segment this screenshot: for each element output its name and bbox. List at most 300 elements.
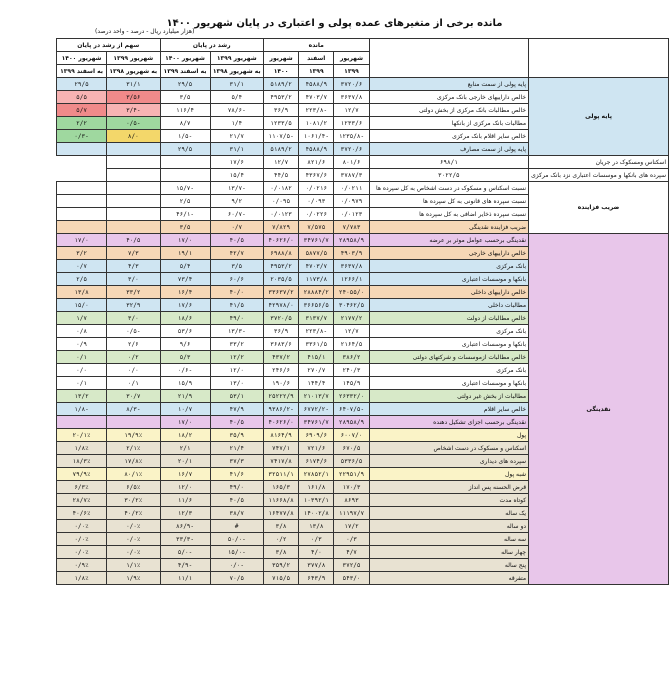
value-cell: ۳۷۲/۵ <box>334 559 369 572</box>
value-cell: ۴۹۵۳/۲ <box>263 260 298 273</box>
value-cell: ۳۳/۲ <box>210 338 263 351</box>
value-cell: ۴/۳ <box>107 260 160 273</box>
value-cell: ۵/۴ <box>160 260 210 273</box>
row-label: بانکها و موسسات اعتباری <box>369 338 528 351</box>
value-cell: ۳/۵ <box>160 221 210 234</box>
value-cell: -۱۲۳۵/۸ <box>334 130 369 143</box>
row-label: کوتاه مدت <box>369 494 528 507</box>
row-label: بانک مرکزی <box>369 364 528 377</box>
value-cell: ۲۸/۷٪ <box>57 494 107 507</box>
row-label: پایه پولی از سمت منابع <box>369 78 528 91</box>
value-cell: ۶۱۷۴/۶ <box>299 455 334 468</box>
value-cell: ۰/۹ <box>57 338 107 351</box>
value-cell: ۱۷/۰ <box>57 234 107 247</box>
value-cell: ۱۱۶۶۸/۸ <box>263 494 298 507</box>
value-cell <box>160 156 210 169</box>
table-row <box>57 234 669 247</box>
row-label: مطالبات داخلی <box>369 299 528 312</box>
value-cell: ۳۱/۱ <box>210 78 263 91</box>
value-cell: ۱۲/۷ <box>263 156 298 169</box>
corner-cell <box>529 39 669 78</box>
value-cell: ۷/۸۲۹ <box>263 221 298 234</box>
value-cell: ۲۴۰۵۵/۰ <box>334 286 369 299</box>
col-header: شهریور <box>263 52 298 65</box>
value-cell: -۵/۰ <box>160 546 210 559</box>
value-cell: ۰/۰۲۱۶ <box>299 182 334 195</box>
value-cell: ۰/۰۲۱۱ <box>334 182 369 195</box>
value-cell: ۹/۲ <box>210 195 263 208</box>
value-cell: ۲۷۰/۷ <box>299 364 334 377</box>
row-label: پنج ساله <box>369 559 528 572</box>
monetary-table <box>56 38 669 585</box>
value-cell: ۷۴۷/۱ <box>263 442 298 455</box>
value-cell: ۱۷/۶ <box>160 299 210 312</box>
value-cell: ۴/۰ <box>299 546 334 559</box>
value-cell: ۳/۸ <box>263 520 298 533</box>
value-cell: ۱/۸٪ <box>57 442 107 455</box>
col-header: شهریور ۱۳۹۹ <box>210 52 263 65</box>
value-cell <box>107 195 160 208</box>
value-cell: ۴۹۵۳/۲ <box>263 91 298 104</box>
value-cell: ۸۰/۱٪ <box>107 468 160 481</box>
row-label: چهار ساله <box>369 546 528 559</box>
value-cell: -۳/۴ <box>107 104 160 117</box>
value-cell: ۱/۸٪ <box>57 572 107 585</box>
value-cell: ۰/۰۹۳ <box>299 195 334 208</box>
value-cell: ۱۳/۲ <box>57 390 107 403</box>
value-cell: -۱۳/۷ <box>210 182 263 195</box>
value-cell: -۸/۳ <box>107 403 160 416</box>
value-cell: ۲۴۰/۳ <box>334 364 369 377</box>
value-cell: ۱۷۰/۳ <box>334 481 369 494</box>
row-label: دو ساله <box>369 520 528 533</box>
value-cell: ۶۷۰/۵ <box>334 442 369 455</box>
value-cell <box>107 416 160 429</box>
value-cell: ۵/۳ <box>160 351 210 364</box>
row-label: خالص سایر اقلام بانک مرکزی <box>369 130 528 143</box>
value-cell: ۱۸/۲ <box>160 429 210 442</box>
row-label: خالص مطالبات از دولت <box>369 312 528 325</box>
value-cell: -۰/۰ <box>210 559 263 572</box>
value-cell: ۷۹/۹٪ <box>57 468 107 481</box>
value-cell: ۰/۰۱۲۳ <box>263 208 298 221</box>
value-cell: ۰/۰٪ <box>107 520 160 533</box>
value-cell: ۰/۷ <box>57 260 107 273</box>
value-cell: ۱۲/۷ <box>334 325 369 338</box>
value-cell: ۲۱/۷ <box>210 130 263 143</box>
value-cell: ۰/۷ <box>210 221 263 234</box>
value-cell: ۵۴۳/۰ <box>334 572 369 585</box>
table-row <box>57 78 669 91</box>
value-cell: ۱۲۳۳/۵ <box>263 117 298 130</box>
value-cell: ۱۷/۰ <box>160 234 210 247</box>
value-cell: ۴۰/۵ <box>107 234 160 247</box>
value-cell: ۵/۵ <box>57 91 107 104</box>
value-cell: -۱۵/۰ <box>210 546 263 559</box>
value-cell: ۱۰/۷ <box>160 403 210 416</box>
row-label: نسبت سپرده های قانونی به کل سپرده ها <box>369 195 528 208</box>
value-cell: ۲۱۷۷/۲ <box>334 312 369 325</box>
value-cell: ۳۱۳۷/۷ <box>299 312 334 325</box>
value-cell: # <box>210 520 263 533</box>
value-cell: ۴۰۶۲۶/۰ <box>263 234 298 247</box>
value-cell: ۲/۶ <box>107 338 160 351</box>
value-cell: ۲۸۹۵۸/۹ <box>334 416 369 429</box>
value-cell: ۳۷۸۷/۳ <box>334 169 369 182</box>
value-cell: ۰/۰٪ <box>57 546 107 559</box>
value-cell: ۳/۰ <box>107 312 160 325</box>
value-cell: ۰/۲ <box>107 351 160 364</box>
value-cell: ۳۸۶/۲ <box>334 351 369 364</box>
value-cell: ۳۲۵۱۱/۱ <box>263 468 298 481</box>
growth-header: رشد در پایان <box>160 39 263 52</box>
value-cell: ۳۶۶۵۶/۵ <box>299 299 334 312</box>
value-cell: ۲۶۳۳۲/۰ <box>334 390 369 403</box>
col-header: شهریور ۱۴۰۰ <box>57 52 107 65</box>
col-header: ۱۳۹۹ <box>299 65 334 78</box>
value-cell <box>57 182 107 195</box>
value-cell: ۱۳/۰ <box>210 377 263 390</box>
row-label: نقدینگی برحسب عوامل موثر بر عرضه <box>369 234 528 247</box>
value-cell: ۳/۲ <box>57 247 107 260</box>
value-cell: ۲/۲ <box>57 117 107 130</box>
value-cell: ۵/۴ <box>210 91 263 104</box>
value-cell: ۱۰۸۱/۲ <box>299 117 334 130</box>
value-cell: -۴۶/۱ <box>160 208 210 221</box>
value-cell: ۲۴۶/۶ <box>263 364 298 377</box>
value-cell: ۷/۵۷۵ <box>299 221 334 234</box>
value-cell: -۱۰۶۱/۴ <box>299 130 334 143</box>
value-cell: ۷۴۱۷/۸ <box>263 455 298 468</box>
value-cell: ۸۲۱/۶ <box>299 156 334 169</box>
value-cell: -۶۷۷۲/۲ <box>299 403 334 416</box>
value-cell: -۰/۵ <box>107 117 160 130</box>
value-cell: ۰/۰۹۵ <box>263 195 298 208</box>
value-cell: ۲۹/۵ <box>57 78 107 91</box>
value-cell: ۵۸۷۷/۵ <box>299 247 334 260</box>
value-cell: ۱۱/۶ <box>160 494 210 507</box>
value-cell: ۰/۰ <box>57 364 107 377</box>
value-cell: ۷/۳ <box>107 247 160 260</box>
value-cell <box>107 143 160 156</box>
row-label: سه ساله <box>369 533 528 546</box>
col-header: به شهریور ۱۳۹۸ <box>210 65 263 78</box>
value-cell: ۱۳/۸ <box>299 520 334 533</box>
col-header: اسفند <box>299 52 334 65</box>
value-cell: -۲۲۳/۸ <box>299 325 334 338</box>
value-cell: ۱۷/۲ <box>334 520 369 533</box>
value-cell: ۳۱/۱ <box>210 143 263 156</box>
value-cell: ۱۹/۹٪ <box>107 429 160 442</box>
value-cell: ۴۲/۷ <box>210 247 263 260</box>
value-cell: ۲/۱٪ <box>107 442 160 455</box>
row-label: بانکها و موسسات اعتباری <box>369 377 528 390</box>
value-cell: ۳۰۲۲/۵ <box>369 169 528 182</box>
value-cell: ۵۳۳۶/۵ <box>334 455 369 468</box>
value-cell: ۴۲۹۷۸/۰ <box>263 299 298 312</box>
value-cell: -۱۳/۳ <box>210 325 263 338</box>
value-cell: ۱۴۵/۹ <box>334 377 369 390</box>
value-cell: ۳۸/۷ <box>210 507 263 520</box>
value-cell: -۰/۳ <box>57 130 107 143</box>
value-cell: ۱۱۶/۴ <box>160 104 210 117</box>
value-cell: ۳۷/۳ <box>210 455 263 468</box>
value-cell: ۶۹۸/۱ <box>369 156 528 169</box>
row-label: یک ساله <box>369 507 528 520</box>
row-label: خالص داراییهای خارجی بانک مرکزی <box>369 91 528 104</box>
value-cell: ۲۹/۵ <box>160 78 210 91</box>
value-cell: ۰/۰۱۲۳ <box>334 208 369 221</box>
value-cell: ۸۶۹۳ <box>334 494 369 507</box>
value-cell: ۳۲/۹ <box>107 299 160 312</box>
value-cell: ۳۷۲۰/۶ <box>334 78 369 91</box>
value-cell: ۲۲۹۵۱/۹ <box>334 468 369 481</box>
value-cell: ۲۸۹۵۸/۹ <box>334 234 369 247</box>
value-cell: ۴۴/۵ <box>263 169 298 182</box>
value-cell: ۱/۷ <box>57 312 107 325</box>
value-cell: ۱۴۴/۴ <box>299 377 334 390</box>
value-cell: ۴۹/۰ <box>210 312 263 325</box>
value-cell: ۵۳/۱ <box>210 390 263 403</box>
value-cell: ۶/۳٪ <box>57 481 107 494</box>
value-cell: ۴۵۸۸/۹ <box>299 78 334 91</box>
value-cell: -۸۶/۹ <box>160 520 210 533</box>
group-label: ضریب فزاینده <box>529 182 669 234</box>
value-cell: ۱۶۱/۸ <box>299 481 334 494</box>
value-cell: ۳۷۲۰/۶ <box>334 143 369 156</box>
value-cell: ۳۱/۱ <box>107 78 160 91</box>
value-cell: ۴۱/۵ <box>210 299 263 312</box>
value-cell: ۷/۷۸۳ <box>334 221 369 234</box>
value-cell: ۴۰/۵ <box>210 494 263 507</box>
value-cell: ۱۶/۴ <box>160 286 210 299</box>
row-label: خالص مطالبات ازموسسات و شرکتهای دولتی <box>369 351 528 364</box>
value-cell: ۴۳۶۷/۶ <box>299 169 334 182</box>
page-title: مانده برخی از متغیرهای عمده پولی و اعتباری در پایان شهریور ۱۴۰۰ <box>166 18 503 29</box>
value-cell: ۲۱۶۴/۵ <box>334 338 369 351</box>
value-cell: ۳۳۶۳۷/۲ <box>263 286 298 299</box>
value-cell: ۱۸/۶ <box>160 312 210 325</box>
value-cell <box>107 208 160 221</box>
value-cell: ۴۰/۵ <box>210 234 263 247</box>
value-cell: ۱۲۳۳/۶ <box>334 117 369 130</box>
row-label: نقدینگی برحسب اجزای تشکیل دهنده <box>369 416 528 429</box>
value-cell: ۳۳/۲ <box>107 286 160 299</box>
value-cell: ۱۲/۷ <box>334 104 369 117</box>
value-cell <box>57 221 107 234</box>
value-cell: ۴۱/۶ <box>210 468 263 481</box>
value-cell: ۱۱/۱ <box>160 572 210 585</box>
value-cell: ۴۷۰۳/۷ <box>299 260 334 273</box>
value-cell: ۱۷/۰ <box>160 416 210 429</box>
value-cell <box>160 169 210 182</box>
row-label: بانک مرکزی <box>369 260 528 273</box>
value-cell: ۱۵/۴ <box>210 169 263 182</box>
value-cell: ۲/۵ <box>160 195 210 208</box>
value-cell <box>57 195 107 208</box>
col-header: شهریور ۱۳۹۹ <box>107 52 160 65</box>
value-cell: ۷۳/۴ <box>160 273 210 286</box>
value-cell: ۶۹۸۸/۸ <box>263 247 298 260</box>
value-cell: ۰/۲ <box>263 533 298 546</box>
value-cell: ۶۴۳/۹ <box>299 572 334 585</box>
value-cell: -۱۵/۷ <box>160 182 210 195</box>
value-cell: ۱۶۴۷۷/۸ <box>263 507 298 520</box>
col-header: شهریور <box>334 52 369 65</box>
value-cell: ۳۵۹/۲ <box>263 559 298 572</box>
col-header: ۱۳۹۹ <box>334 65 369 78</box>
col-header: به شهریور ۱۳۹۸ <box>107 65 160 78</box>
share-header: سهم از رشد در پایان <box>57 39 161 52</box>
value-cell: ۳۶۸۳/۶ <box>263 338 298 351</box>
value-cell: ۷۰/۵ <box>210 572 263 585</box>
row-label: مطالبات از بخش غیر دولتی <box>369 390 528 403</box>
value-cell: ۶۹۰۹/۶ <box>299 429 334 442</box>
value-cell: ۳۶/۹ <box>263 325 298 338</box>
value-cell: ۴/۷ <box>334 546 369 559</box>
value-cell: ۱/۹٪ <box>107 572 160 585</box>
value-cell: ۳۴۷۶۱/۷ <box>299 234 334 247</box>
row-label: نسبت اسکناس و مسکوک در دست اشخاص به کل سپرده ها <box>369 182 528 195</box>
value-cell: ۲۱/۹ <box>160 390 210 403</box>
unit-note: (هزار میلیارد ریال - درصد - واحد درصد) <box>95 28 195 35</box>
value-cell: ۶/۵٪ <box>107 481 160 494</box>
value-cell: ۰/۱ <box>107 377 160 390</box>
row-label: شبه پول <box>369 468 528 481</box>
value-cell: -۰/۶ <box>160 364 210 377</box>
value-cell: ۴۵۸۸/۹ <box>299 143 334 156</box>
value-cell: ۱۰۳۹۲/۱ <box>299 494 334 507</box>
col-header: به اسفند ۱۳۹۹ <box>57 65 107 78</box>
value-cell: ۲۰۳۵/۵ <box>263 273 298 286</box>
value-cell: ۳۶/۹ <box>263 104 298 117</box>
value-cell: ۳/۰ <box>107 273 160 286</box>
value-cell: ۸۰۱/۶ <box>334 156 369 169</box>
value-cell: -۶۴۰۷/۵ <box>334 403 369 416</box>
value-cell: -۱۱۰۷/۵ <box>263 130 298 143</box>
value-cell: ۸/۰ <box>107 130 160 143</box>
value-cell: ۲/۵ <box>57 273 107 286</box>
col-header: به اسفند ۱۳۹۹ <box>160 65 210 78</box>
value-cell: ۴۰/۶٪ <box>57 507 107 520</box>
value-cell: ۰/۰٪ <box>107 533 160 546</box>
row-label: خالص سایر اقلام <box>369 403 528 416</box>
value-cell: ۳۰۴۶۲/۵ <box>334 299 369 312</box>
row-label: اسکناس ومسکوک در جریان <box>529 156 669 169</box>
value-cell: ۹/۶ <box>160 338 210 351</box>
value-cell: ۱۹/۱ <box>160 247 210 260</box>
value-cell: ۰/۰۱۸۲ <box>263 182 298 195</box>
value-cell: ۱۸/۳٪ <box>57 455 107 468</box>
value-cell: -۱/۸ <box>57 403 107 416</box>
value-cell: ۰/۸ <box>57 325 107 338</box>
value-cell: ۳/۸ <box>263 546 298 559</box>
value-cell: ۰/۰٪ <box>57 533 107 546</box>
value-cell: ۵/۷ <box>57 104 107 117</box>
value-cell: ۱۱۷۳/۸ <box>299 273 334 286</box>
value-cell: ۱۵/۹ <box>160 377 210 390</box>
value-cell: ۳۶۳۷/۸ <box>334 260 369 273</box>
value-cell: ۲/۱ <box>160 442 210 455</box>
value-cell: ۳/۵۶ <box>107 91 160 104</box>
value-cell: ۴۰۶۲۶/۰ <box>263 416 298 429</box>
value-cell: ۰/۱ <box>57 351 107 364</box>
value-cell: ۶۰۰۷/۰ <box>334 429 369 442</box>
row-label: خالص داراییهای داخلی <box>369 286 528 299</box>
value-cell: ۱۶/۷ <box>160 468 210 481</box>
value-cell: ۱/۴ <box>210 117 263 130</box>
col-header: شهریور ۱۴۰۰ <box>160 52 210 65</box>
value-cell: ۳/۵ <box>160 91 210 104</box>
value-cell <box>107 156 160 169</box>
value-cell: -۹۳۸۶/۲ <box>263 403 298 416</box>
table-row <box>57 156 669 169</box>
value-cell: ۱۳/۸ <box>57 286 107 299</box>
value-cell: ۸۱۶۴/۹ <box>263 429 298 442</box>
col-header: ۱۴۰۰ <box>263 65 298 78</box>
row-label: پایه پولی از سمت مصارف <box>369 143 528 156</box>
row-label: قرض الحسنه پس انداز <box>369 481 528 494</box>
value-cell <box>57 416 107 429</box>
value-cell: -۳۳/۳ <box>160 533 210 546</box>
value-cell: ۴۱۵/۱ <box>299 351 334 364</box>
value-cell: ۰/۰۲۲۶ <box>299 208 334 221</box>
value-cell: ۴۹/۰ <box>210 481 263 494</box>
row-label: سپرده های دیداری <box>369 455 528 468</box>
value-cell: ۳۷۷/۸ <box>299 559 334 572</box>
row-label: خالص مطالبات بانک مرکزی از بخش دولتی <box>369 104 528 117</box>
value-cell: ۴۰/۰ <box>210 286 263 299</box>
value-cell <box>57 143 107 156</box>
row-label: بانک مرکزی <box>369 325 528 338</box>
value-cell: ۱۲/۰ <box>160 481 210 494</box>
value-cell: ۴۹۰۳/۹ <box>334 247 369 260</box>
value-cell: -۴/۹ <box>160 559 210 572</box>
value-cell: ۰/۰۹۷۹ <box>334 195 369 208</box>
value-cell: ۳۴۷۶۱/۷ <box>299 416 334 429</box>
value-cell: ۲۱/۴ <box>210 442 263 455</box>
value-cell: ۳۳۶۱/۵ <box>299 338 334 351</box>
row-label: بانکها و موسسات اعتباری <box>369 273 528 286</box>
value-cell: ۳/۵ <box>210 260 263 273</box>
row-label: متفرقه <box>369 572 528 585</box>
value-cell: ۳۰/۲٪ <box>107 494 160 507</box>
value-cell: ۲۵۲۲۲/۹ <box>263 390 298 403</box>
value-cell: ۱۹۰/۶ <box>263 377 298 390</box>
label-header <box>369 39 528 78</box>
value-cell: ۴۰/۵ <box>210 416 263 429</box>
group-label: پایه پولی <box>529 78 669 156</box>
row-label: ضریب فزاینده نقدینگی <box>369 221 528 234</box>
value-cell: ۱۶۵/۳ <box>263 481 298 494</box>
value-cell: ۱۱۱۹۷/۷ <box>334 507 369 520</box>
row-label: خالص داراییهای خارجی <box>369 247 528 260</box>
table-row <box>57 169 669 182</box>
value-cell: ۱۲/۳ <box>160 507 210 520</box>
value-cell: -۷۸/۶ <box>210 104 263 117</box>
value-cell: ۱۷/۸٪ <box>107 455 160 468</box>
value-cell: ۱/۱٪ <box>107 559 160 572</box>
value-cell <box>107 221 160 234</box>
value-cell: -۶۰/۷ <box>210 208 263 221</box>
value-cell: ۲۹/۵ <box>160 143 210 156</box>
value-cell: ۳۵/۹ <box>210 429 263 442</box>
value-cell: ۵۳/۶ <box>160 325 210 338</box>
value-cell <box>57 208 107 221</box>
value-cell: ۰/۰ <box>107 364 160 377</box>
value-cell: ۴۷/۹ <box>210 403 263 416</box>
value-cell: ۳۷۲۰/۵ <box>263 312 298 325</box>
